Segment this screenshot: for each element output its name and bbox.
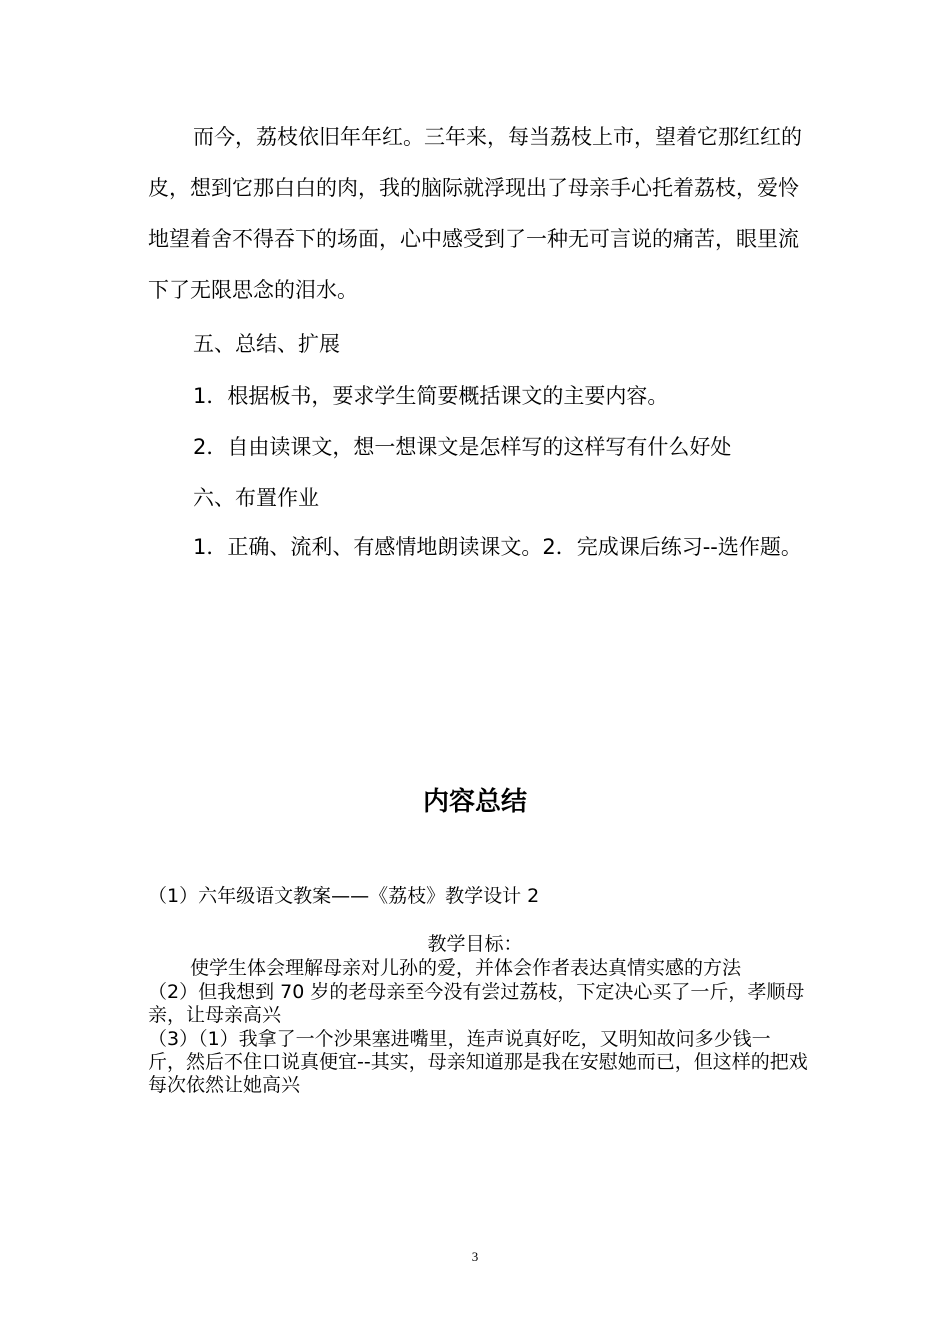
section-heading-summary-extension: 五、总结、扩展 [193, 332, 340, 356]
summary-line: （3）（1）我拿了一个沙果塞进嘴里，连声说真好吃，又明知故问多少钱一斤，然后不住口说真便宜--其实，母亲知道那是我在安慰她而已，但这样的把戏每次依然让她高兴 [148, 1028, 808, 1096]
objective-label: 教学目标： [427, 933, 523, 955]
section-heading-homework: 六、布置作业 [193, 486, 319, 510]
body-paragraph: 而今，荔枝依旧年年红。三年来，每当荔枝上市，望着它那红红的皮，想到它那白白的肉，我的脑际就浮现出了母亲手心托着荔枝，爱怜地望着舍不得吞下的场面，心中感受到了一种无可言说的痛苦，眼里流下了无限思念的泪水。 [148, 125, 802, 302]
summary-line: （2）但我想到 70 岁的老母亲至今没有尝过荔枝，下定决心买了一斤，孝顺母亲，让母亲高兴 [148, 981, 805, 1026]
list-item: 1．根据板书，要求学生简要概括课文的主要内容。 [193, 384, 669, 408]
summary-line: （1）六年级语文教案——《荔枝》教学设计 2 [148, 885, 540, 907]
page-number: 3 [471, 1249, 479, 1264]
objective-text: 使学生体会理解母亲对儿孙的爱，并体会作者表达真情实感的方法 [190, 957, 742, 979]
list-item: 2．自由读课文，想一想课文是怎样写的这样写有什么好处 [193, 435, 732, 459]
summary-title: 内容总结 [422, 787, 527, 817]
list-item: 1．正确、流利、有感情地朗读课文。2．完成课后练习--选作题。 [193, 535, 802, 559]
